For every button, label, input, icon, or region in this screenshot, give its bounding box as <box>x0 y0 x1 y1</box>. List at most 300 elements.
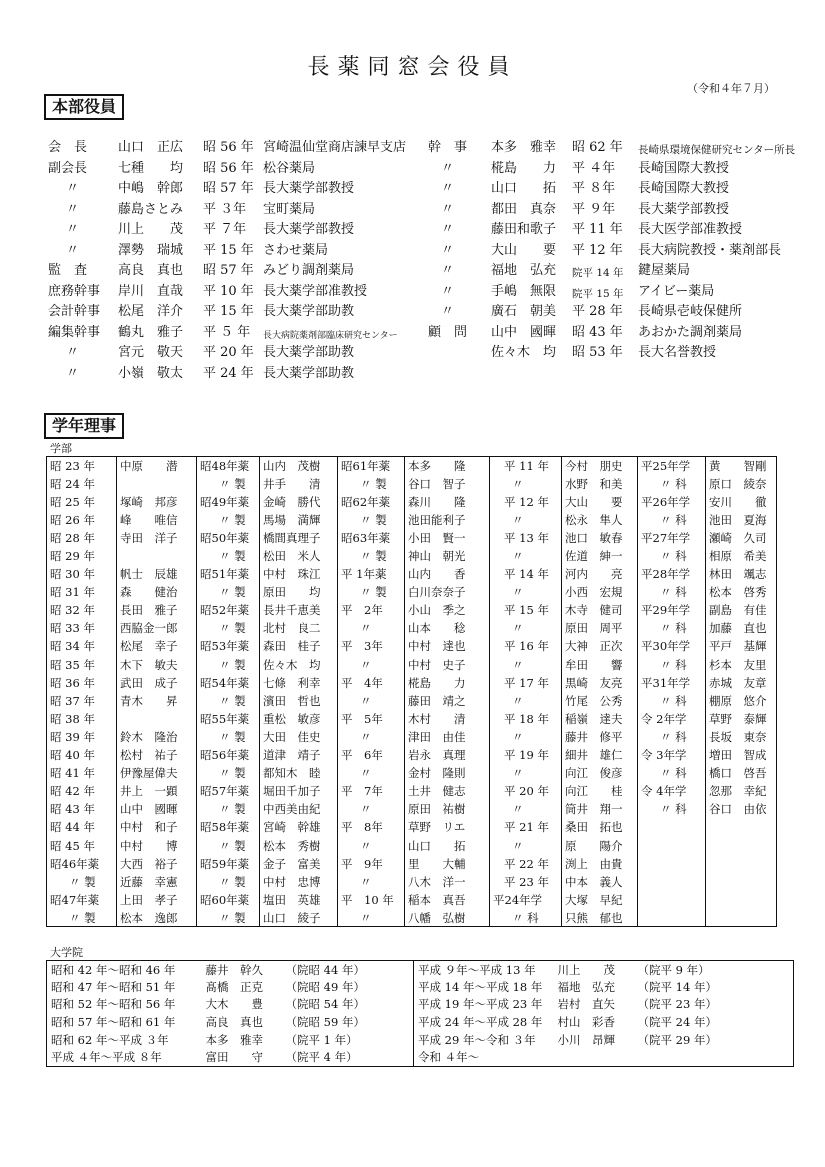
year-cell: 昭 24 年 <box>47 475 117 493</box>
table-row <box>47 909 777 927</box>
year-cell: 平 2年 <box>338 601 405 619</box>
name-cell: 青木 昇 <box>117 692 197 710</box>
name-cell: 大塚 早紀 <box>562 891 638 909</box>
name-cell: 竹尾 公秀 <box>562 692 638 710</box>
table-row <box>47 746 777 764</box>
year-cell: 〃 <box>338 909 405 927</box>
officer-name: 澤勢 瑞城 <box>118 242 184 258</box>
name-cell: 八幡 弘樹 <box>405 909 490 927</box>
year-cell: 〃 <box>490 692 562 710</box>
year-cell: 昭 31 年 <box>47 583 117 601</box>
year-cell: 平24年学 <box>490 891 562 909</box>
name-cell: 塩田 英雄 <box>260 891 338 909</box>
year-cell: 〃 製 <box>338 547 405 565</box>
grad-name: 髙橋 正克 <box>205 979 263 994</box>
year-cell: 昭50年薬 <box>197 529 260 547</box>
name-cell: 西脇金一郎 <box>117 619 197 637</box>
name-cell: 上田 孝子 <box>117 891 197 909</box>
year-cell: 平 1年薬 <box>338 565 405 583</box>
grad-name: 小川 昂輝 <box>557 1032 615 1047</box>
year-cell: 昭48年薬 <box>197 457 260 475</box>
year-cell: 〃 製 <box>197 475 260 493</box>
table-row <box>47 873 777 891</box>
officer-name: 高良 真也 <box>118 263 184 278</box>
officer-org: さわせ薬局 <box>263 242 329 258</box>
year-cell: 昭56年薬 <box>197 746 260 764</box>
officer-role: 〃 <box>441 263 455 278</box>
year-cell: 〃 <box>338 764 405 782</box>
year-cell: 平 23 年 <box>490 873 562 891</box>
officer-name: 川上 茂 <box>118 222 184 237</box>
table-row <box>47 547 777 565</box>
officer-name: 椛島 力 <box>491 160 557 176</box>
grad-period: 平成 ９年～平成 13 年 <box>414 961 554 979</box>
year-cell: 〃 製 <box>197 836 260 854</box>
officer-year: 平 15 年 <box>203 304 254 319</box>
year-cell: 昭49年薬 <box>197 493 260 511</box>
name-cell: 堀田千加子 <box>260 782 338 800</box>
name-cell: 只熊 郁也 <box>562 909 638 927</box>
name-cell: 池口 敏春 <box>562 529 638 547</box>
officer-role: 〃 <box>441 304 455 319</box>
name-cell: 木寺 健司 <box>562 601 638 619</box>
year-cell: 〃 製 <box>197 547 260 565</box>
year-cell: 平25年学 <box>638 457 706 475</box>
name-cell: 寺田 洋子 <box>117 529 197 547</box>
year-cell: 昭 39 年 <box>47 728 117 746</box>
officer-role: 〃 <box>66 345 80 360</box>
name-cell: 原口 綾奈 <box>706 475 777 493</box>
year-cell: 昭 38 年 <box>47 710 117 728</box>
officer-name: 大山 要 <box>491 242 557 258</box>
officer-org: あおかた調剤薬局 <box>638 324 743 340</box>
year-cell: 平 6年 <box>338 746 405 764</box>
officer-role: 〃 <box>441 201 455 217</box>
officer-name: 福地 弘充 <box>491 263 557 278</box>
name-cell: 松本 秀樹 <box>260 836 338 854</box>
grad-note: （院平 23 年） <box>634 996 794 1014</box>
year-cell: 平31年学 <box>638 674 706 692</box>
name-cell: 谷口 智子 <box>405 475 490 493</box>
name-cell: 金子 富美 <box>260 855 338 873</box>
year-cell: 〃 <box>490 764 562 782</box>
year-cell: 〃 <box>338 836 405 854</box>
year-cell: 〃 製 <box>197 764 260 782</box>
year-cell: 平 12 年 <box>490 493 562 511</box>
grad-period: 昭和 42 年～昭和 46 年 <box>47 961 202 979</box>
officer-role: 〃 <box>441 160 455 176</box>
officer-name: 小嶺 敬太 <box>118 365 184 381</box>
name-cell <box>706 818 777 836</box>
officer-name: 鶴丸 雅子 <box>118 324 184 340</box>
officer-role: 副会長 <box>48 160 88 176</box>
officer-name: 佐々木 均 <box>491 345 557 360</box>
table-row <box>47 996 794 1014</box>
officer-year: 平 10 年 <box>203 283 254 299</box>
year-cell: 昭 44 年 <box>47 818 117 836</box>
table-row <box>47 457 777 475</box>
year-cell: 〃 <box>490 511 562 529</box>
year-cell: 〃 <box>338 619 405 637</box>
year-cell: 〃 <box>338 873 405 891</box>
table-row <box>47 493 777 511</box>
grad-label: 大学院 <box>50 946 83 959</box>
year-cell: 昭54年薬 <box>197 674 260 692</box>
table-row <box>47 961 794 979</box>
name-cell: 小田 賢一 <box>405 529 490 547</box>
officer-role: 庶務幹事 <box>48 283 101 299</box>
year-cell: 平27年学 <box>638 529 706 547</box>
name-cell: 大田 佳史 <box>260 728 338 746</box>
name-cell: 帆士 辰雄 <box>117 565 197 583</box>
grad-name: 大木 豊 <box>205 997 263 1012</box>
name-cell: 金崎 勝代 <box>260 493 338 511</box>
table-row <box>47 656 777 674</box>
name-cell: 松村 祐子 <box>117 746 197 764</box>
year-cell: 平 3年 <box>338 637 405 655</box>
officer-year: 院平 15 年 <box>572 287 624 300</box>
officer-name: 山中 國暉 <box>491 324 557 340</box>
name-cell: 森川 隆 <box>405 493 490 511</box>
officer-name: 廣石 朝美 <box>491 304 557 319</box>
grad-note <box>634 1048 794 1066</box>
name-cell: 原 陽介 <box>562 836 638 854</box>
year-cell: 昭51年薬 <box>197 565 260 583</box>
name-cell: 山中 國暉 <box>117 800 197 818</box>
name-cell: 馬場 満輝 <box>260 511 338 529</box>
table-row <box>47 565 777 583</box>
name-cell: 近藤 幸憲 <box>117 873 197 891</box>
name-cell: 増田 智成 <box>706 746 777 764</box>
grad-note: （院昭 44 年） <box>282 961 414 979</box>
table-row <box>47 818 777 836</box>
year-cell: 平 4年 <box>338 674 405 692</box>
officer-org: 長大薬学部助教 <box>263 304 355 319</box>
officer-role: 〃 <box>441 242 455 258</box>
year-cell <box>638 909 706 927</box>
name-cell: 瀬崎 久司 <box>706 529 777 547</box>
name-cell: 岩永 真理 <box>405 746 490 764</box>
name-cell <box>706 855 777 873</box>
grad-name <box>554 1048 634 1066</box>
table-row <box>47 1031 794 1049</box>
year-cell: 平 18 年 <box>490 710 562 728</box>
officer-org: 長大病院薬剤部臨床研究センター <box>263 330 398 341</box>
year-cell: 平29年学 <box>638 601 706 619</box>
name-cell: 筒井 翔一 <box>562 800 638 818</box>
year-cell: 昭62年薬 <box>338 493 405 511</box>
officer-org: 鍵屋薬局 <box>638 263 691 278</box>
year-cell: 昭 23 年 <box>47 457 117 475</box>
name-cell: 中村 珠江 <box>260 565 338 583</box>
name-cell: 稲本 真吾 <box>405 891 490 909</box>
year-cell: 〃 製 <box>338 511 405 529</box>
name-cell: 塚崎 邦彦 <box>117 493 197 511</box>
officer-role: 〃 <box>441 283 455 299</box>
officer-year: 平 12 年 <box>572 242 623 258</box>
officer-name: 山口 正広 <box>118 140 184 155</box>
year-cell: 昭59年薬 <box>197 855 260 873</box>
name-cell: 草野 リエ <box>405 818 490 836</box>
name-cell: 橋間真理子 <box>260 529 338 547</box>
year-cell: 〃 <box>490 836 562 854</box>
name-cell: 山内 香 <box>405 565 490 583</box>
officer-name: 松尾 洋介 <box>118 304 184 319</box>
year-cell: 〃 製 <box>197 873 260 891</box>
table-row <box>47 601 777 619</box>
name-cell: 長田 雅子 <box>117 601 197 619</box>
year-cell: 〃 製 <box>197 909 260 927</box>
year-cell: 平 15 年 <box>490 601 562 619</box>
name-cell: 棚原 悠介 <box>706 692 777 710</box>
name-cell: 中村 和子 <box>117 818 197 836</box>
officer-year: 平 20 年 <box>203 345 254 360</box>
name-cell: 原田 祐樹 <box>405 800 490 818</box>
name-cell: 谷口 由依 <box>706 800 777 818</box>
officers-heading: 本部役員 <box>44 94 124 120</box>
name-cell: 杉本 友里 <box>706 656 777 674</box>
name-cell: 伊豫屋偉夫 <box>117 764 197 782</box>
name-cell: 松本 逸郎 <box>117 909 197 927</box>
year-cell: 平28年学 <box>638 565 706 583</box>
year-cell: 〃 科 <box>638 800 706 818</box>
grad-period: 平成 ４年～平成 ８年 <box>47 1048 202 1066</box>
officer-year: 昭 56 年 <box>203 160 254 176</box>
name-cell: 鈴木 隆治 <box>117 728 197 746</box>
officer-org: 松谷薬局 <box>263 160 316 176</box>
year-cell: 〃 製 <box>197 619 260 637</box>
officer-year: 平 11 年 <box>572 222 623 237</box>
officer-role: 〃 <box>441 222 455 237</box>
name-cell: 副島 有佳 <box>706 601 777 619</box>
year-cell: 〃 <box>490 547 562 565</box>
grad-name: 村山 彩香 <box>557 1015 615 1030</box>
name-cell: 黄 智剛 <box>706 457 777 475</box>
name-cell: 森 健治 <box>117 583 197 601</box>
table-row <box>47 855 777 873</box>
table-row <box>47 1048 794 1066</box>
officer-org: 宝町薬局 <box>263 201 316 217</box>
year-cell: 平 9年 <box>338 855 405 873</box>
table-row <box>47 529 777 547</box>
year-cell: 〃 科 <box>638 692 706 710</box>
name-cell: 藤田 靖之 <box>405 692 490 710</box>
year-cell: 〃 科 <box>638 583 706 601</box>
year-cell: 〃 科 <box>638 728 706 746</box>
name-cell: 小西 宏規 <box>562 583 638 601</box>
year-cell: 〃 製 <box>47 909 117 927</box>
grad-name: 川上 茂 <box>554 961 634 979</box>
officer-org: 長大薬学部准教授 <box>263 283 368 299</box>
directors-heading: 学年理事 <box>44 413 124 439</box>
name-cell: 藤井 修平 <box>562 728 638 746</box>
officer-org: 長大薬学部助教 <box>263 345 355 360</box>
name-cell <box>706 836 777 854</box>
officer-role: 会計幹事 <box>48 304 101 319</box>
officer-name: 藤島さとみ <box>118 201 184 217</box>
year-cell <box>638 818 706 836</box>
year-cell: 昭 35 年 <box>47 656 117 674</box>
name-cell: 山口 綾子 <box>260 909 338 927</box>
year-cell <box>638 873 706 891</box>
officer-role: 〃 <box>66 222 80 237</box>
year-cell: 昭 42 年 <box>47 782 117 800</box>
table-row <box>47 800 777 818</box>
table-row <box>47 637 777 655</box>
name-cell: 山口 拓 <box>405 836 490 854</box>
name-cell <box>706 891 777 909</box>
name-cell: 北村 良二 <box>260 619 338 637</box>
page-title: 長薬同窓会役員 <box>307 55 518 80</box>
grad-note: （院昭 59 年） <box>282 1013 414 1031</box>
grad-name: 岩村 直矢 <box>557 997 615 1012</box>
name-cell: 黒崎 友亮 <box>562 674 638 692</box>
year-cell: 平 14 年 <box>490 565 562 583</box>
name-cell: 土井 健志 <box>405 782 490 800</box>
grad-note: （院平 29 年） <box>634 1031 794 1049</box>
officer-role: 幹 事 <box>428 140 468 155</box>
year-cell: 〃 <box>338 800 405 818</box>
officer-role: 顧 問 <box>428 324 468 340</box>
year-cell: 〃 製 <box>338 583 405 601</box>
name-cell <box>706 873 777 891</box>
name-cell: 金村 隆則 <box>405 764 490 782</box>
name-cell: 山本 稔 <box>405 619 490 637</box>
year-cell: 昭 34 年 <box>47 637 117 655</box>
grad-table <box>46 960 794 1067</box>
year-cell: 〃 製 <box>197 692 260 710</box>
name-cell: 津田 由佳 <box>405 728 490 746</box>
year-cell: 平 8年 <box>338 818 405 836</box>
name-cell: 中村 達也 <box>405 637 490 655</box>
name-cell <box>706 909 777 927</box>
year-cell: 平 17 年 <box>490 674 562 692</box>
year-cell: 〃 科 <box>638 511 706 529</box>
name-cell: 中本 義人 <box>562 873 638 891</box>
officer-name: 中嶋 幹郎 <box>118 181 184 196</box>
year-cell <box>638 855 706 873</box>
officer-year: 平 ７年 <box>203 222 247 237</box>
year-cell: 令 4年学 <box>638 782 706 800</box>
year-cell: 〃 科 <box>638 547 706 565</box>
table-row <box>47 836 777 854</box>
officer-role: 〃 <box>66 242 80 258</box>
name-cell: 都知木 睦 <box>260 764 338 782</box>
grad-period: 平成 29 年～令和 ３年 <box>418 1032 536 1047</box>
table-row <box>47 583 777 601</box>
year-cell: 〃 科 <box>638 619 706 637</box>
officer-year: 平 15 年 <box>203 242 254 258</box>
year-cell: 〃 科 <box>638 764 706 782</box>
grad-period: 昭和 62 年～平成 ３年 <box>47 1031 202 1049</box>
grad-period: 昭和 52 年～昭和 56 年 <box>47 996 202 1014</box>
grad-note: （院平 24 年） <box>634 1013 794 1031</box>
year-cell <box>638 836 706 854</box>
year-cell: 〃 製 <box>47 873 117 891</box>
officer-role: 会 長 <box>48 140 88 155</box>
table-row <box>47 511 777 529</box>
name-cell: 今村 朋史 <box>562 457 638 475</box>
officer-year: 昭 56 年 <box>203 140 254 155</box>
officer-name: 都田 真奈 <box>491 201 557 217</box>
officer-year: 平 28 年 <box>572 304 623 319</box>
year-cell: 平 10 年 <box>338 891 405 909</box>
officer-org: アイビー薬局 <box>638 283 715 299</box>
name-cell <box>117 547 197 565</box>
table-row <box>47 475 777 493</box>
year-cell: 昭52年薬 <box>197 601 260 619</box>
year-cell: 〃 <box>490 728 562 746</box>
year-cell: 昭 37 年 <box>47 692 117 710</box>
name-cell: 忽那 幸紀 <box>706 782 777 800</box>
name-cell: 中西美由紀 <box>260 800 338 818</box>
officer-year: 平 ８年 <box>572 181 616 196</box>
undergrad-label: 学部 <box>50 442 72 455</box>
year-cell: 昭 43 年 <box>47 800 117 818</box>
name-cell: 長坂 東奈 <box>706 728 777 746</box>
year-cell: 平30年学 <box>638 637 706 655</box>
name-cell: 林田 颯志 <box>706 565 777 583</box>
grad-period: 平成 14 年～平成 18 年 <box>418 979 543 994</box>
grad-name: 藤井 幹久 <box>202 961 282 979</box>
year-cell: 〃 <box>338 656 405 674</box>
table-row <box>47 764 777 782</box>
name-cell: 里 大輔 <box>405 855 490 873</box>
grad-note: （院平 9 年） <box>634 961 794 979</box>
officer-year: 平 ４年 <box>572 160 616 176</box>
year-cell: 昭 45 年 <box>47 836 117 854</box>
table-row <box>47 978 794 996</box>
year-cell: 〃 製 <box>338 475 405 493</box>
grad-period: 昭和 47 年～昭和 51 年 <box>47 978 202 996</box>
year-cell: 〃 <box>490 656 562 674</box>
officer-role: 〃 <box>441 181 455 196</box>
officer-role: 〃 <box>66 181 80 196</box>
officer-year: 平 ９年 <box>572 201 616 217</box>
officer-year: 昭 43 年 <box>572 324 623 340</box>
name-cell: 七條 利幸 <box>260 674 338 692</box>
name-cell: 松尾 幸子 <box>117 637 197 655</box>
year-cell: 昭 29 年 <box>47 547 117 565</box>
year-cell: 昭 36 年 <box>47 674 117 692</box>
year-cell: 昭 30 年 <box>47 565 117 583</box>
year-cell: 平 16 年 <box>490 637 562 655</box>
officer-org: 長崎県環境保健研究センター所長 <box>638 144 796 156</box>
name-cell: 濱田 哲也 <box>260 692 338 710</box>
grad-period: 平成 19 年～平成 23 年 <box>418 997 543 1012</box>
name-cell <box>117 475 197 493</box>
name-cell: 道津 靖子 <box>260 746 338 764</box>
year-cell: 〃 製 <box>197 800 260 818</box>
grad-period: 平成 24 年～平成 28 年 <box>418 1015 543 1030</box>
name-cell: 向江 桂 <box>562 782 638 800</box>
year-cell: 〃 科 <box>638 656 706 674</box>
officer-year: 昭 62 年 <box>572 140 623 155</box>
year-cell: 平 7年 <box>338 782 405 800</box>
name-cell: 平戸 基輝 <box>706 637 777 655</box>
name-cell: 重松 敏彦 <box>260 710 338 728</box>
year-cell: 〃 <box>490 619 562 637</box>
directors-table <box>46 456 777 927</box>
year-cell: 平 22 年 <box>490 855 562 873</box>
year-cell: 令 3年学 <box>638 746 706 764</box>
name-cell: 原田 周平 <box>562 619 638 637</box>
name-cell: 井手 清 <box>260 475 338 493</box>
grad-note: （院昭 54 年） <box>282 996 414 1014</box>
officer-year: 平 ５ 年 <box>203 324 251 340</box>
name-cell: 池田能利子 <box>405 511 490 529</box>
officer-org: 長大薬学部教授 <box>263 181 355 196</box>
